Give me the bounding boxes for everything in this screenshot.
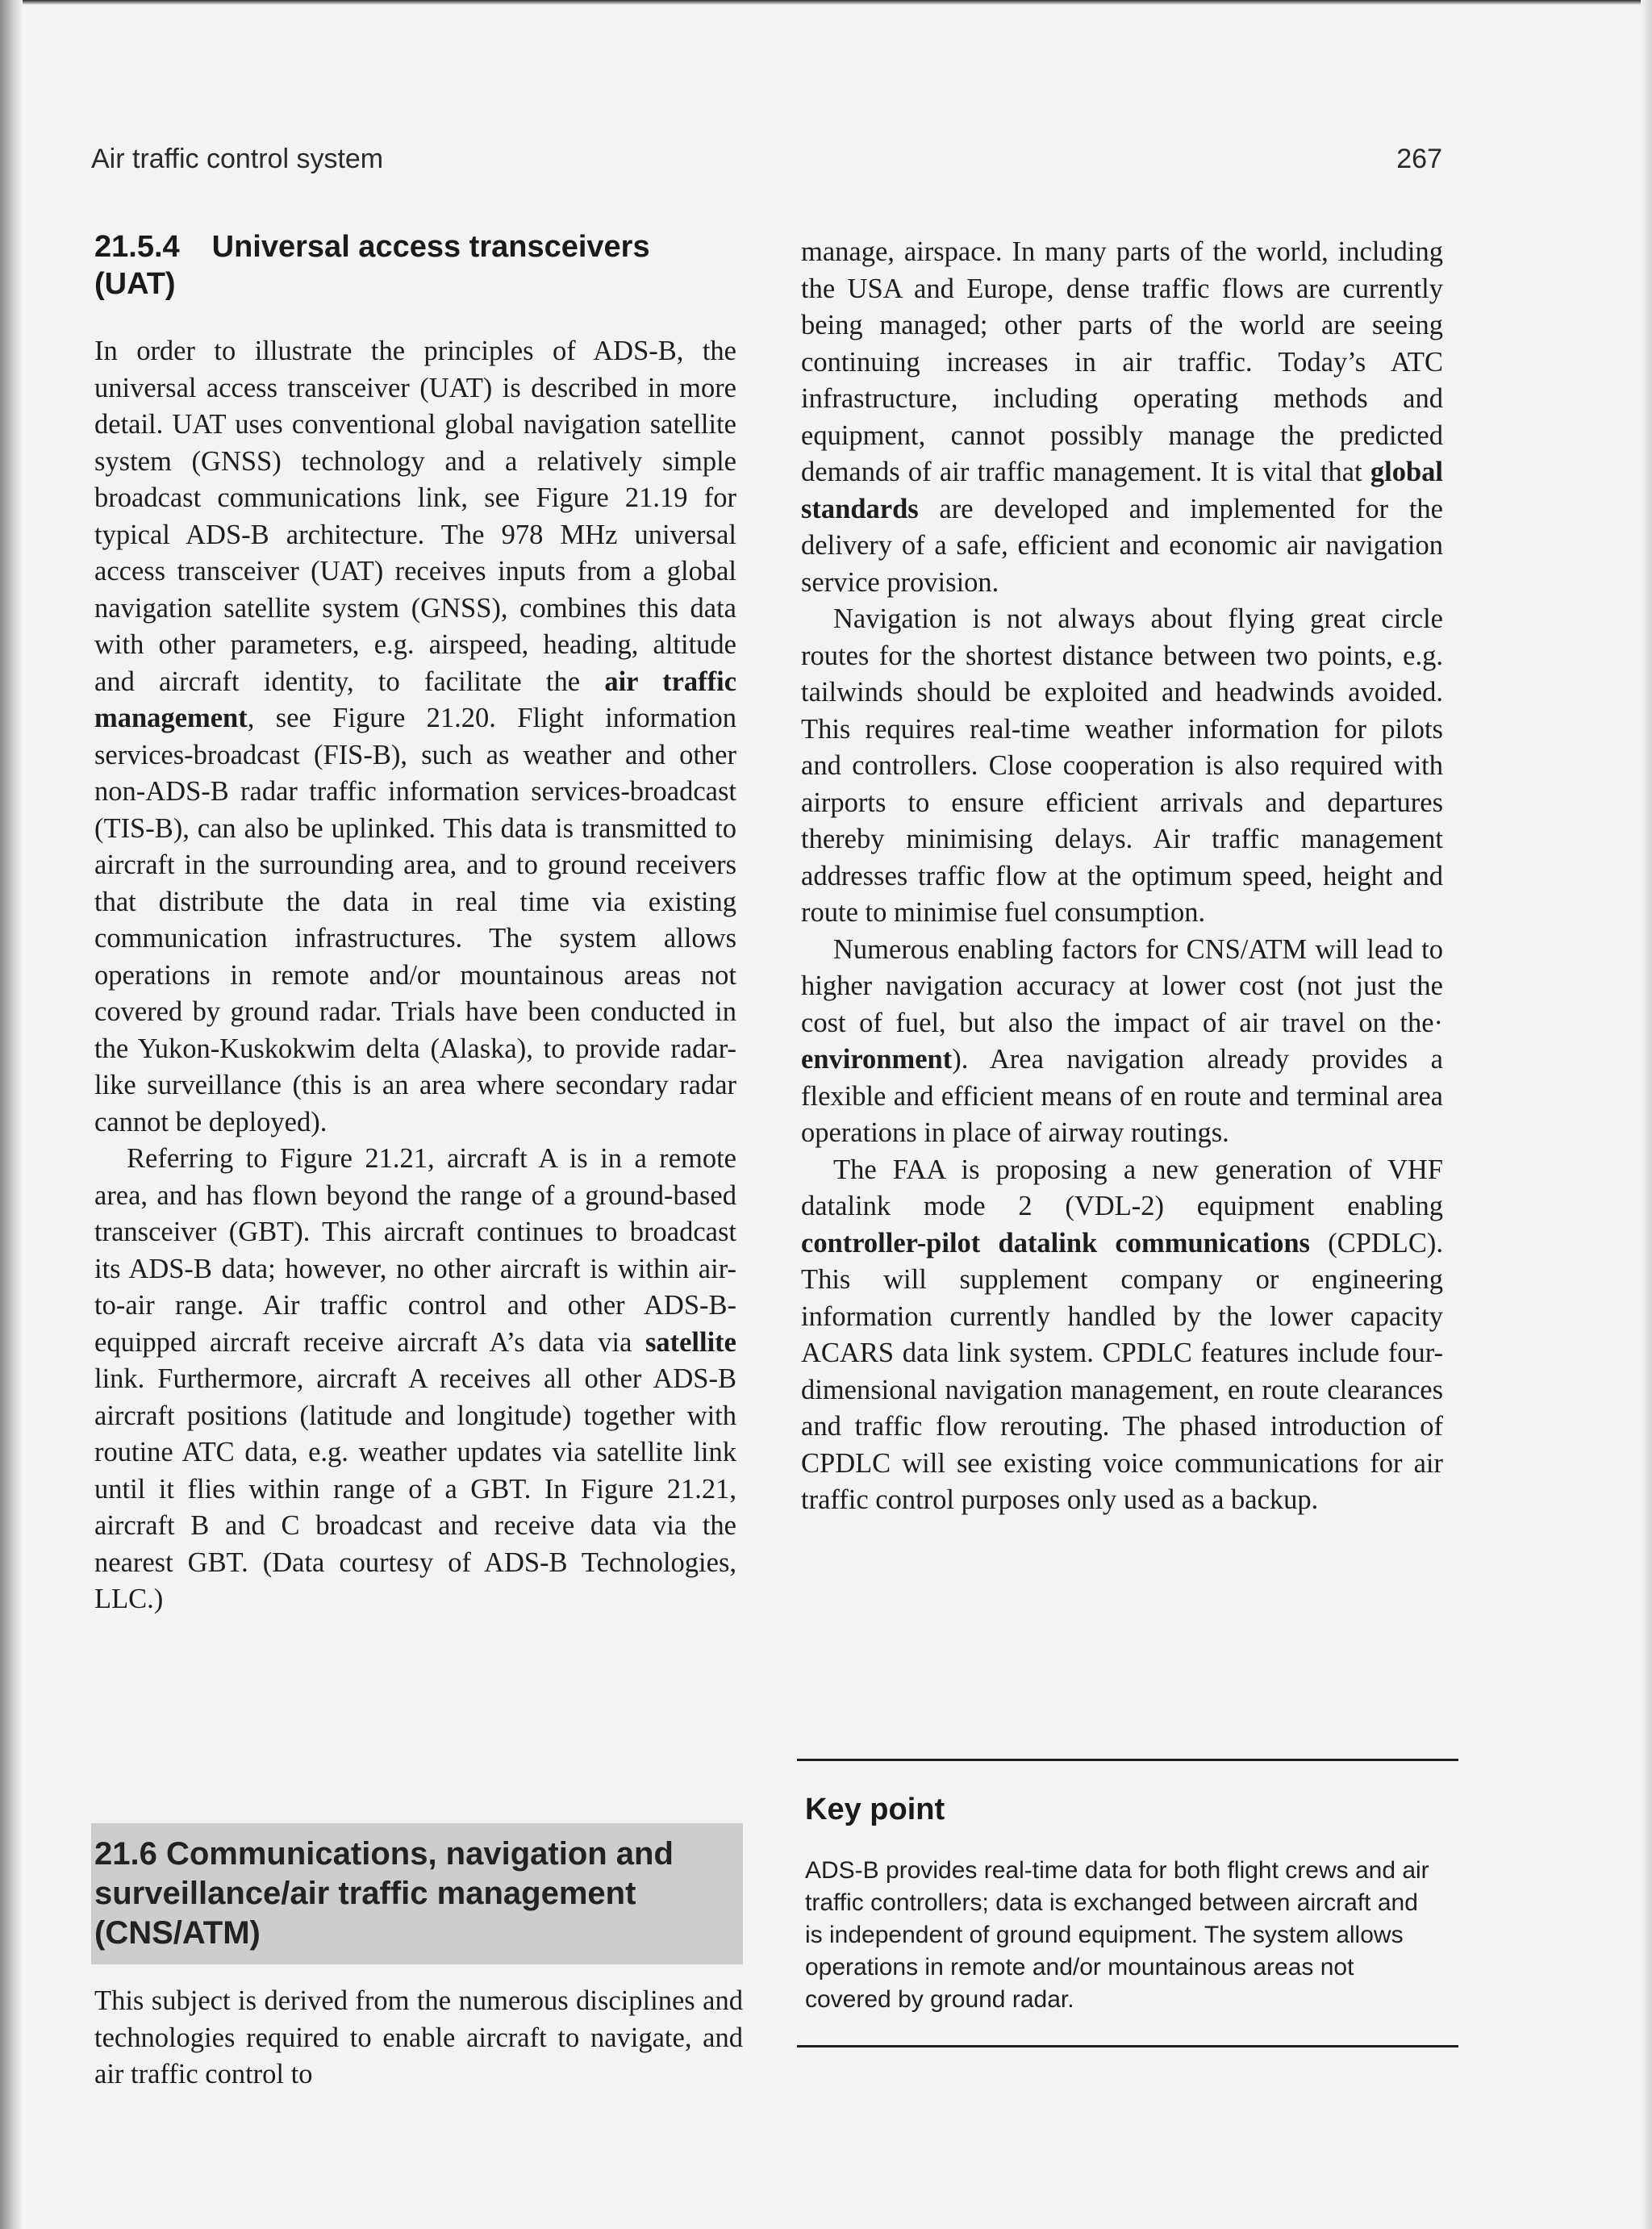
uat-paragraph-2 [94, 1141, 736, 1618]
text-run: In order to illustrate the principles of ADS-B, the universal access transceiver (UAT) is described in more detail. UAT uses conventional global navigation satellite system (GNSS) technology and a relatively simple broadcast communications link, see Figure 21.19 for typical ADS-B architecture. The 978 MHz universal access transceiver (UAT) receives inputs from a global navigation satellite system (GNSS), combines this data with other parameters, e.g. airspeed, heading, altitude and aircraft identity, to facilitate the [94, 336, 736, 697]
running-head [91, 144, 1442, 175]
text-run: , see Figure 21.20. Flight information services-broadcast (FIS-B), such as weather and other non-ADS-B radar traffic information services-broadcast (TIS-B), can also be uplinked. This data is transmitted to aircraft in the surrounding area, and to ground receivers that distribute the data in real time via existing communication infrastructures. The system allows operations in remote and/or mountainous areas not covered by ground radar. Trials have been conducted in the Yukon-Kuskokwim delta (Alaska), to provide radar-like surveillance (this is an area where secondary radar cannot be deployed). [94, 703, 736, 1137]
cns-atm-paragraph-1: This subject is derived from the numerous disciplines and technologies required to enable aircraft to navigate, and air traffic control to [94, 1985, 743, 2089]
section-heading-uat [94, 228, 736, 303]
section-number: 21.5.4 [94, 230, 180, 264]
bold-term: air traffic management [94, 666, 737, 733]
key-point-box [797, 1759, 1458, 2047]
text-run: are developed and implemented for the delivery of a safe, efficient and economic air navigation service provision. [801, 493, 1443, 598]
right-paragraph-3 [801, 932, 1443, 1152]
bold-term: global standards [801, 457, 1443, 524]
page-number: 267 [1396, 144, 1442, 174]
uat-paragraph-1 [94, 333, 736, 1141]
text-run: ). Area navigation already provides a flexible and efficient means of en route and terminal area operations in place of airway routings. [801, 1044, 1443, 1148]
bold-term: controller-pilot datalink communications [801, 1227, 1310, 1259]
bold-term: environment [801, 1044, 953, 1075]
key-point-text: ADS-B provides real-time data for both flight crews and air traffic controllers; data is exchanged between aircraft and is independent of ground equipment. The system allows operations in remote and/or mountainous areas not covered by ground radar. [805, 1857, 1429, 2013]
right-paragraph-2: Navigation is not always about flying great circle routes for the shortest distance between two points, e.g. tailwinds should be exploited and headwinds avoided. This requires real-time weather information for pilots and controllers. Close cooperation is also required with airports to ensure efficient arrivals and departures thereby minimising delays. Air traffic management addresses traffic flow at the optimum speed, height and route to minimise fuel consumption. [801, 603, 1443, 928]
scan-right-edge [1641, 0, 1652, 2229]
left-column [94, 228, 736, 1618]
section-title: Universal access transceivers (UAT) [94, 230, 650, 301]
scan-top-edge [0, 0, 1652, 5]
right-column [801, 234, 1443, 1519]
text-run: The FAA is proposing a new generation of VHF datalink mode 2 (VDL-2) equipment enabling [801, 1154, 1443, 1221]
key-point-top-rule [797, 1759, 1458, 1761]
scan-binding-shadow [0, 0, 23, 2229]
text-run: link. Furthermore, aircraft A receives all other ADS-B aircraft positions (latitude and longitude) together with routine ATC data, e.g. weather updates via satellite link until it flies within range of a GBT. In Figure 21.21, aircraft B and C broadcast and receive data via the nearest GBT. (Data courtesy of ADS-B Technologies, LLC.) [94, 1363, 736, 1614]
section-heading-box-cns-atm [91, 1823, 743, 1964]
bold-term: satellite [645, 1326, 736, 1358]
text-run: Numerous enabling factors for CNS/ATM will lead to higher navigation accuracy at lower cost (not just the cost of fuel, but also the impact of air travel on the· [801, 933, 1443, 1038]
text-run: Referring to Figure 21.21, aircraft A is in a remote area, and has flown beyond the range of a ground-based transceiver (GBT). This aircraft continues to broadcast its ADS-B data; however, no other aircraft is within air-to-air range. Air traffic control and other ADS-B-equipped aircraft receive aircraft A’s data via [94, 1143, 736, 1358]
key-point-bottom-rule [797, 2045, 1458, 2047]
right-paragraph-4 [801, 1152, 1443, 1519]
cns-atm-intro [94, 1983, 743, 2093]
right-paragraph-1 [801, 234, 1443, 601]
section-heading-cns-atm: 21.6 Communications, navigation and surveillance/air traffic management (CNS/ATM) [94, 1836, 674, 1951]
text-run: manage, airspace. In many parts of the world, including the USA and Europe, dense traffic flows are currently being managed; other parts of the world are seeing continuing increases in air traffic. Today’s ATC infrastructure, including operating methods and equipment, cannot possibly manage the predicted demands of air traffic management. It is vital that [801, 236, 1443, 487]
key-point-title: Key point [805, 1793, 945, 1826]
chapter-title: Air traffic control system [91, 144, 384, 174]
text-run: (CPDLC). This will supplement company or engineering information currently handled by the lower capacity ACARS data link system. CPDLC features include four-dimensional navigation management, en route clearances and traffic flow rerouting. The phased introduction of CPDLC will see existing voice communications for air traffic control purposes only used as a backup. [801, 1227, 1443, 1515]
